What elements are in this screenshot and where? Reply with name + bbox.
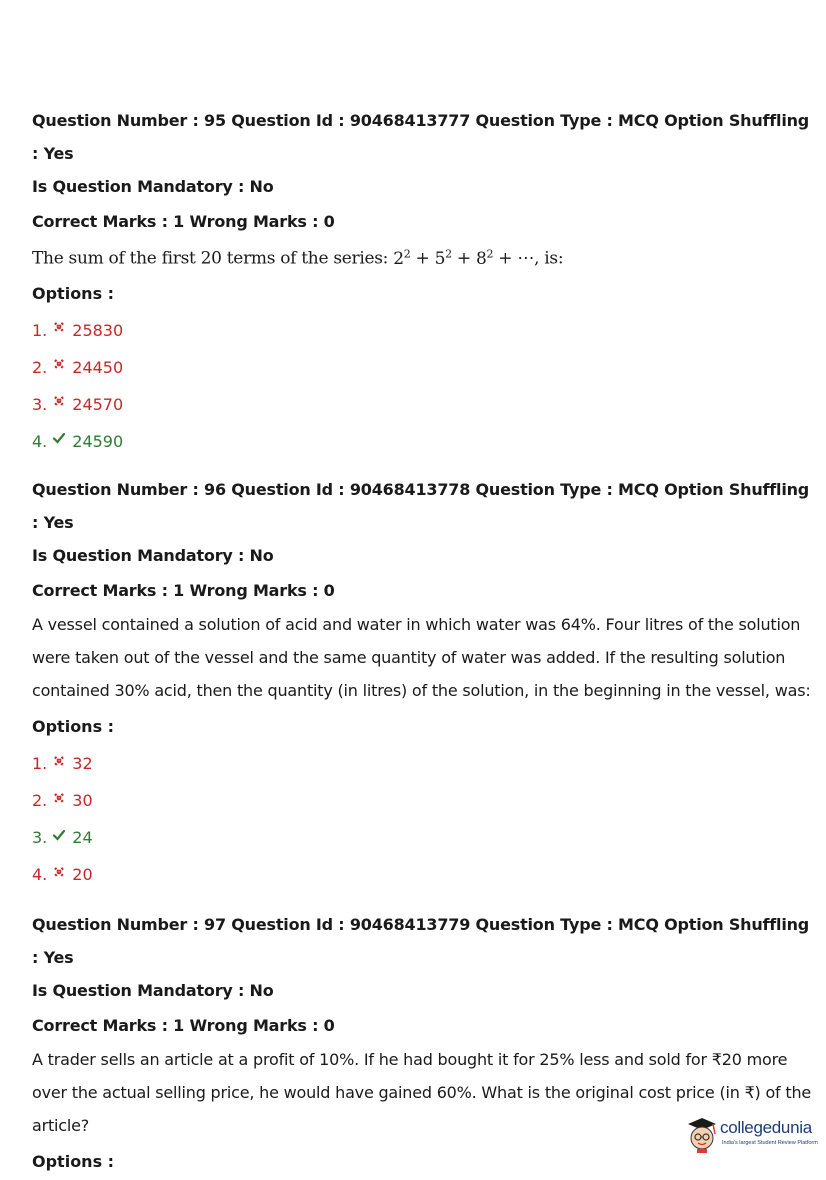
options-label: Options : [32,1152,115,1171]
stem-prefix: The sum of the first 20 terms of the series: [32,248,394,269]
question-stem: The sum of the first 20 terms of the series: $2^2 + 5^2 + 8^2$ + ⋯, is: [32,247,564,269]
question-header: Question Number : 95 Question Id : 90468413777 Question Type : MCQ Option Shuffling : Yes [32,111,810,163]
option-value: 24590 [72,431,124,451]
stem-term: $5^2$ [434,247,452,269]
question-header: Question Number : 96 Question Id : 90468413778 Question Type : MCQ Option Shuffling : Yes [32,480,810,532]
option-number: 4. [32,865,48,884]
logo-tagline: India's largest Student Review Platform [722,1140,818,1146]
options-label: Options : [32,717,115,736]
options-list [32,312,812,460]
question-header: Question Number : 97 Question Id : 90468413779 Question Type : MCQ Option Shuffling : Yes [32,915,810,967]
option-4 [32,423,812,460]
collegedunia-logo [684,1112,820,1156]
stem-term: $2^2$ [393,247,411,269]
option-value: 20 [72,865,93,884]
option-number: 1. [32,320,48,340]
check-icon [53,432,65,444]
question-mandatory: Is Question Mandatory : No [32,546,274,565]
cross-icon [53,866,65,878]
cross-icon [53,321,65,333]
option-3 [32,386,812,423]
question-marks: Correct Marks : 1 Wrong Marks : 0 [32,212,335,231]
option-number: 3. [32,828,48,847]
option-2 [32,782,812,819]
option-number: 3. [32,394,48,414]
question-stem [32,608,812,707]
options-label: Options : [32,283,115,303]
cross-icon [53,395,65,407]
stem-term: $8^2$ [475,247,494,269]
option-value: 24450 [72,357,124,377]
option-value: 24 [72,828,93,847]
cross-icon [53,755,65,767]
question-96 [32,473,812,893]
question-marks: Correct Marks : 1 Wrong Marks : 0 [32,1016,335,1035]
options-list [32,745,812,893]
cross-icon [53,792,65,804]
option-value: 30 [72,791,93,810]
stem-line: A vessel contained a solution of acid and water in which water was 64%. Four litres of the solution [32,615,801,634]
option-number: 2. [32,791,48,810]
option-1 [32,745,812,782]
stem-suffix: + ⋯, is: [493,248,564,269]
logo-brand: collegedunia [720,1118,812,1137]
option-3 [32,819,812,856]
option-value: 32 [72,754,93,773]
question-mandatory: Is Question Mandatory : No [32,981,274,1000]
option-number: 4. [32,431,48,451]
option-number: 1. [32,754,48,773]
stem-line: over the actual selling price, he would have gained 60%. What is the original cost price (in ₹) of the [32,1083,812,1102]
stem-line: were taken out of the vessel and the same quantity of water was added. If the resulting solution [32,648,786,667]
question-mandatory: Is Question Mandatory : No [32,177,274,196]
question-95 [32,104,812,460]
option-4 [32,856,812,893]
option-2 [32,349,812,386]
option-value: 24570 [72,394,124,414]
mascot-icon [684,1114,720,1154]
cross-icon [53,358,65,370]
stem-line: A trader sells an article at a profit of 10%. If he had bought it for 25% less and sold for ₹20 more [32,1050,788,1069]
check-icon [53,829,65,841]
question-marks: Correct Marks : 1 Wrong Marks : 0 [32,581,335,600]
stem-line: article? [32,1116,90,1135]
option-number: 2. [32,357,48,377]
option-value: 25830 [72,320,124,340]
option-1 [32,312,812,349]
stem-line: contained 30% acid, then the quantity (in litres) of the solution, in the beginning in the vessel, was: [32,681,811,700]
